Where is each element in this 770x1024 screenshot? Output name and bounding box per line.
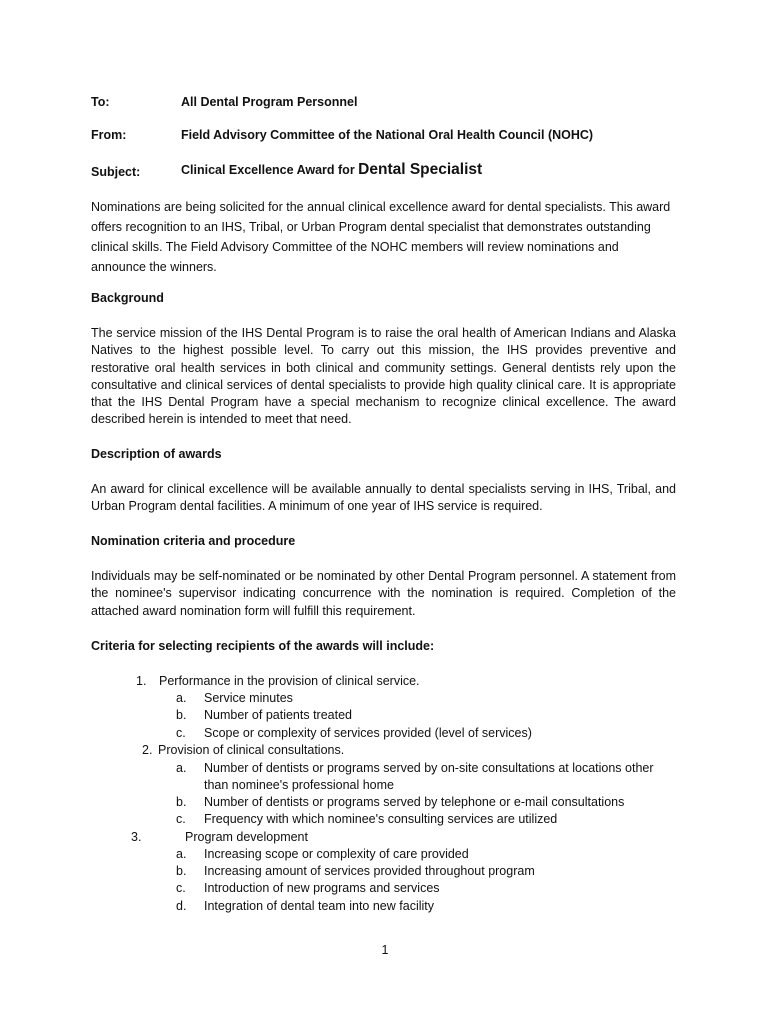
sub-item-text: Service minutes xyxy=(204,691,293,705)
criteria-item-label: Performance in the provision of clinical service. xyxy=(159,674,420,688)
sub-item-letter: b. xyxy=(176,708,187,722)
criteria-item-number: 2. xyxy=(142,743,153,757)
sub-item-letter: b. xyxy=(176,864,187,878)
to-value: All Dental Program Personnel xyxy=(181,95,358,109)
criteria-item-number: 1. xyxy=(136,674,147,688)
subject-value xyxy=(181,161,482,179)
sub-item-letter: c. xyxy=(176,812,186,826)
criteria-item-number: 3. xyxy=(131,830,142,844)
background-heading: Background xyxy=(91,291,164,305)
from-value: Field Advisory Committee of the National Oral Health Council (NOHC) xyxy=(181,128,594,142)
criteria-heading: Criteria for selecting recipients of the awards will include: xyxy=(91,639,435,653)
sub-item-letter: d. xyxy=(176,899,187,913)
sub-item-text: Introduction of new programs and services xyxy=(204,881,440,895)
sub-item-letter: c. xyxy=(176,881,186,895)
description-paragraph: An award for clinical excellence will be available annually to dental specialists serving in IHS, Tribal, and Urban Program dental facilities. A minimum of one year of IHS service is required. xyxy=(91,482,676,514)
sub-item-text: Number of dentists or programs served by telephone or e-mail consultations xyxy=(204,795,625,809)
to-label: To: xyxy=(91,95,110,109)
criteria-item-label: Provision of clinical consultations. xyxy=(158,743,345,757)
sub-item-letter: c. xyxy=(176,726,186,740)
criteria-item-label: Program development xyxy=(185,830,308,844)
page-number: 1 xyxy=(381,943,389,957)
sub-item-text: Frequency with which nominee's consulting services are utilized xyxy=(204,812,558,826)
description-heading: Description of awards xyxy=(91,447,222,461)
sub-item-letter: a. xyxy=(176,847,187,861)
subject-prefix: Clinical Excellence Award for xyxy=(181,163,359,177)
sub-item-text: Increasing amount of services provided throughout program xyxy=(204,864,535,878)
sub-item-text: Number of dentists or programs served by on-site consultations at locations other than nominee's professional home xyxy=(204,761,654,792)
nomination-heading: Nomination criteria and procedure xyxy=(91,534,296,548)
intro-paragraph: Nominations are being solicited for the annual clinical excellence award for dental specialists. This award offers recognition to an IHS, Tribal, or Urban Program dental specialist that demonstrates outstanding clinical skills. The Field Advisory Committee of the NOHC members will review nominations and announce the winners. xyxy=(91,200,671,274)
from-label: From: xyxy=(91,128,127,142)
sub-item-text: Integration of dental team into new facility xyxy=(204,899,434,913)
sub-item-text: Number of patients treated xyxy=(204,708,352,722)
subject-emphasis: Dental Specialist xyxy=(358,161,483,178)
sub-item-text: Increasing scope or complexity of care provided xyxy=(204,847,469,861)
sub-item-letter: a. xyxy=(176,691,187,705)
sub-item-letter: b. xyxy=(176,795,187,809)
sub-item-text: Scope or complexity of services provided (level of services) xyxy=(204,726,532,740)
background-paragraph: The service mission of the IHS Dental Program is to raise the oral health of American Indians and Alaska Natives to the highest possible level. To carry out this mission, the IHS provides preventive and restorative oral health services in both clinical and community settings. General dentists rely upon the consultative and clinical services of dental specialists to provide high quality clinical care. It is appropriate that the IHS Dental Program have a special mechanism to recognize clinical excellence. The award described herein is intended to meet that need. xyxy=(91,326,676,427)
subject-label: Subject: xyxy=(91,165,141,179)
sub-item-letter: a. xyxy=(176,761,187,775)
nomination-paragraph: Individuals may be self-nominated or be nominated by other Dental Program personnel. A statement from the nominee's supervisor indicating concurrence with the nomination is required. Completion of the attached award nomination form will fulfill this requirement. xyxy=(91,569,676,618)
